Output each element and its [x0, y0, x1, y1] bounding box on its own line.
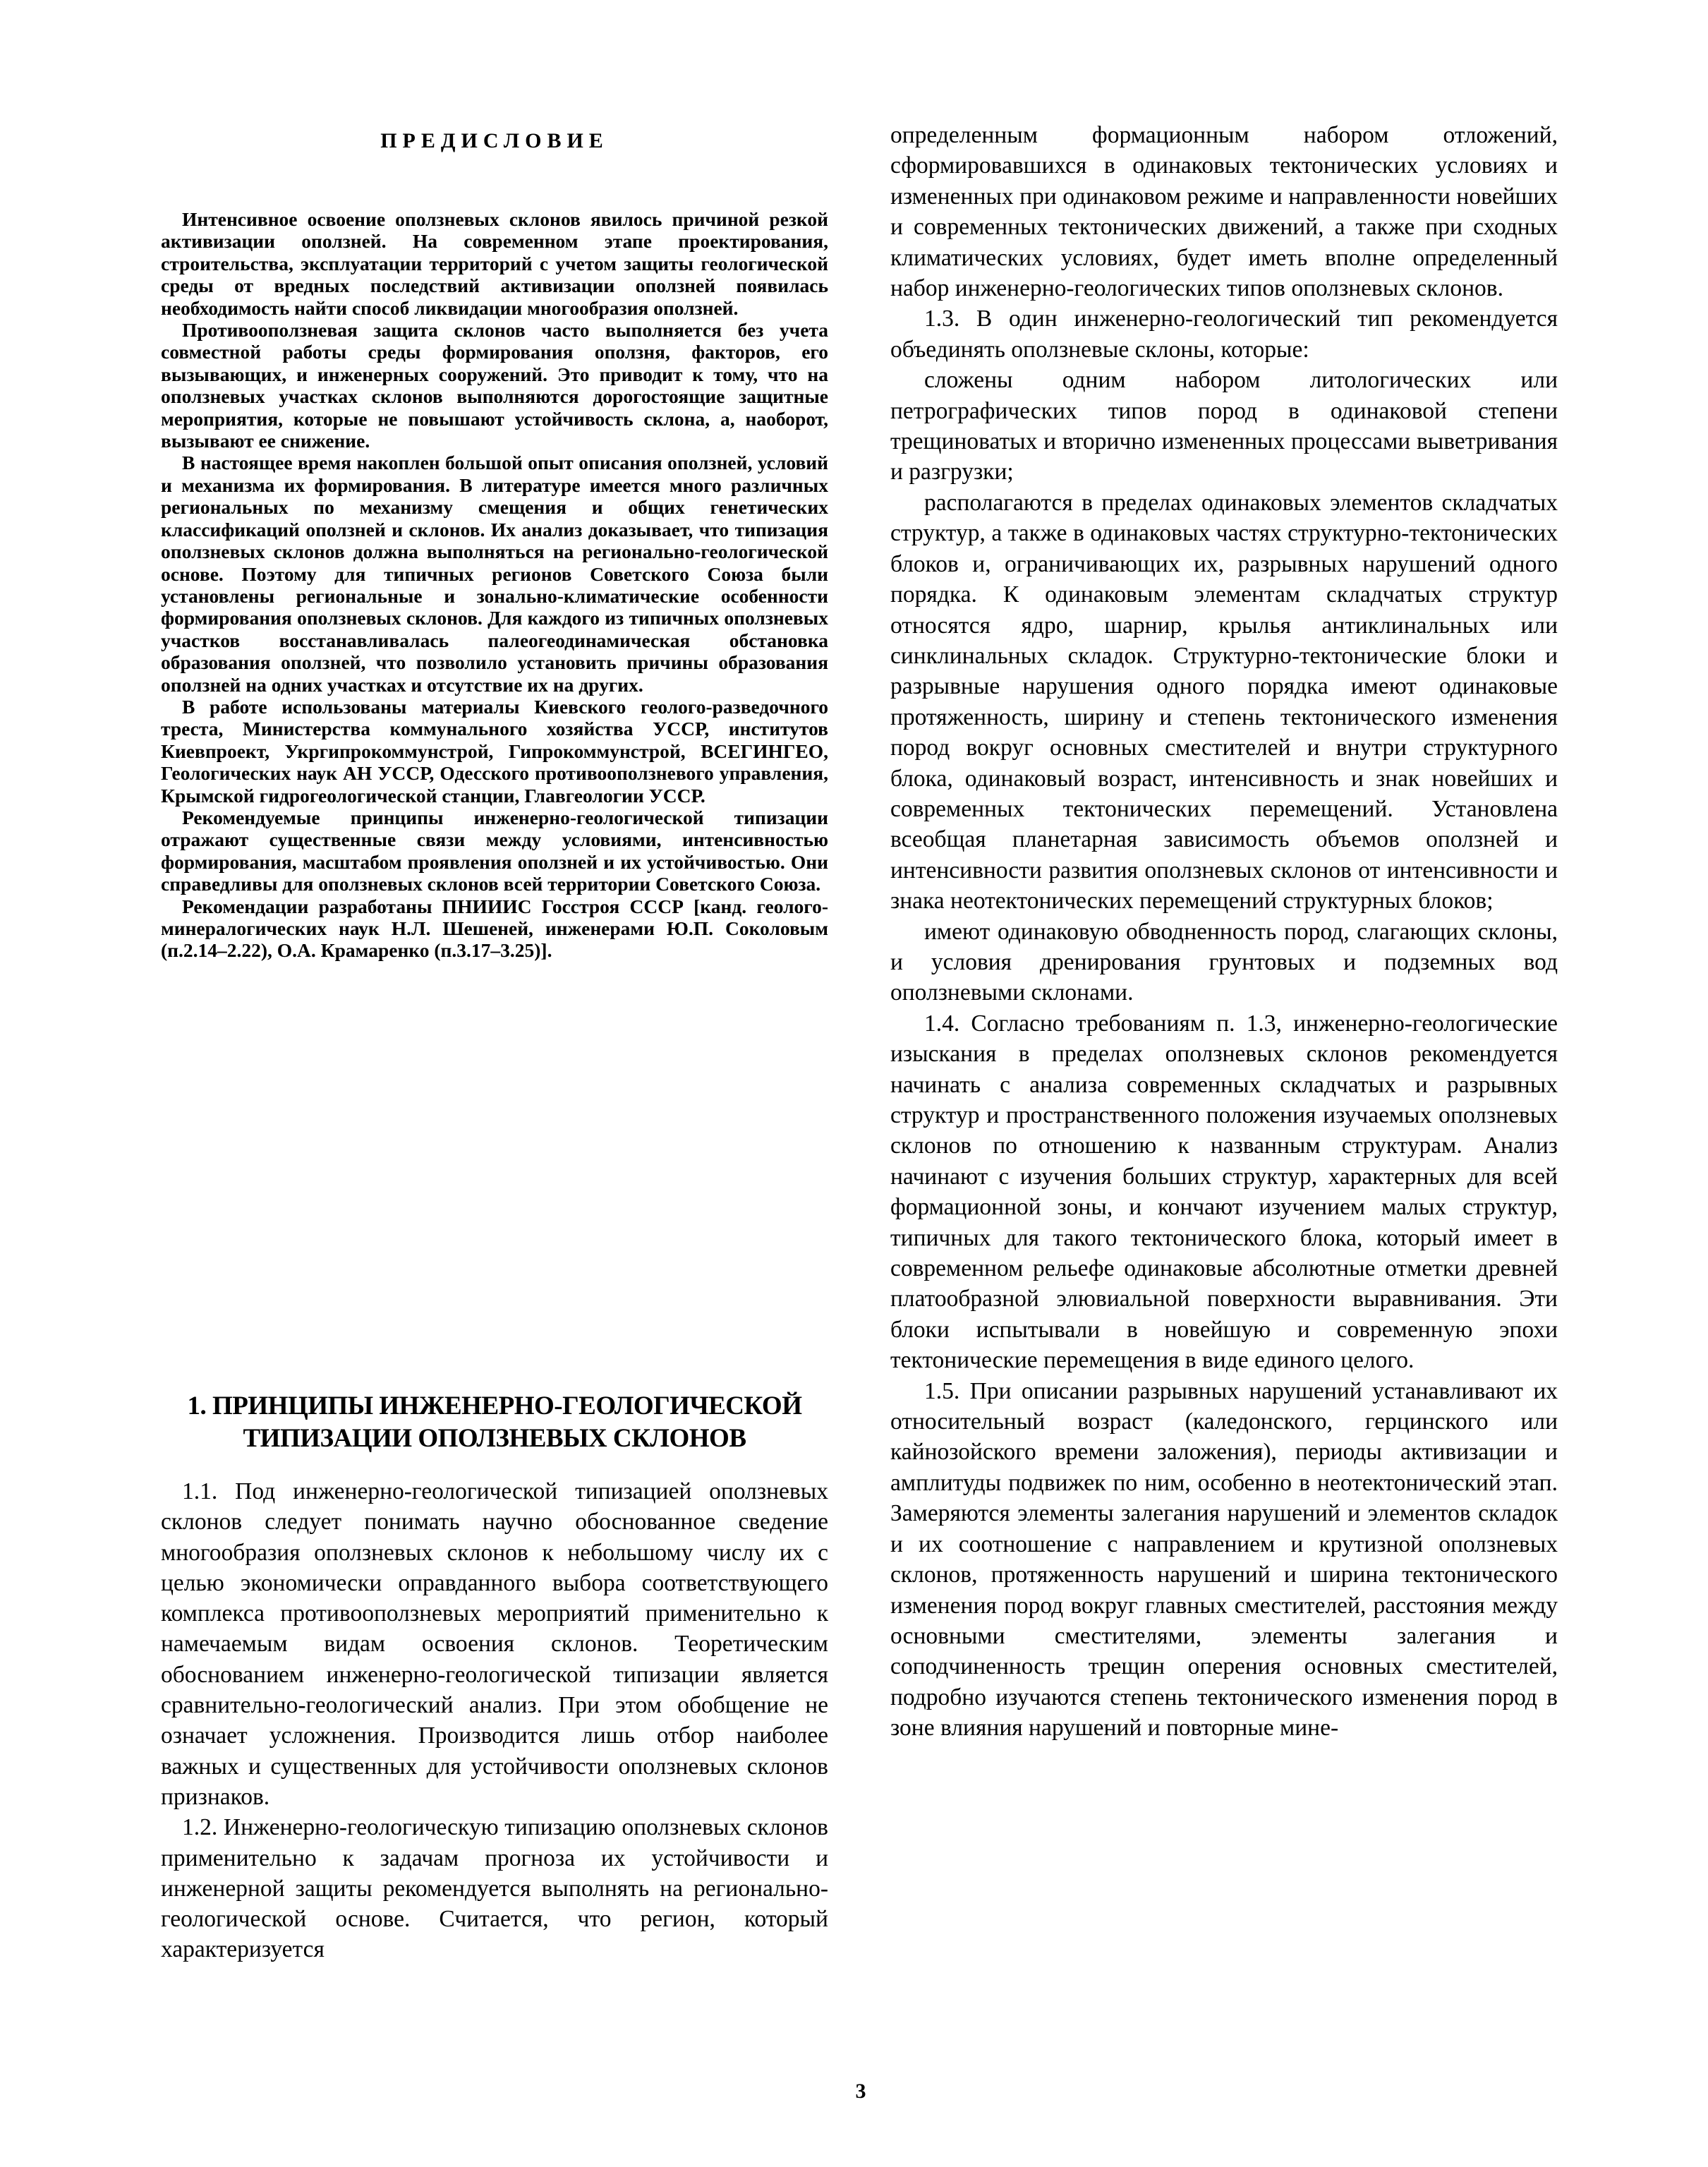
preface-paragraph: В работе использованы материалы Киевского геолого-разведочного треста, Министерства коммунального хозяйства УССР, институтов Киевпроект, Укргипрокоммунстрой, Гипрокоммунстрой, ВСЕГИНГЕО, Геологических наук АН УССР, Одесского противооползневого управления, Крымской гидрогеологической станции, Главгеологии УССР. [161, 695, 828, 807]
preface-paragraph: В настоящее время накоплен большой опыт описания оползней, условий и механизма их формирования. В литературе имеется много различных региональных по механизму смещения и общих генетических классификаций оползней и склонов. Их анализ доказывает, что типизация оползневых склонов должна выполняться на регионально-геологической основе. Поэтому для типичных регионов Советского Союза были установлены региональные и зонально-климатические особенности формирования оползневых склонов. Для каждого из типичных оползневых участков восстанавливалась палеогеодинамическая обстановка образования оползней, что позволило установить причины образования оползней на одних участках и отсутствие их на других. [161, 452, 828, 696]
preface-body [161, 208, 828, 962]
body-paragraph: определенным формационным набором отложений, сформировавшихся в одинаковых тектонических условиях и измененных при одинаковом режиме и направленности новейших и современных тектонических движений, а также при сходных климатических условиях, будет иметь вполне определенный набор инженерно-геологических типов оползневых склонов. [890, 122, 1558, 302]
body-paragraph: 1.3. В один инженерно-геологический тип рекомендуется объединять оползневые склоны, которые: [890, 306, 1558, 363]
page-number: 3 [855, 2080, 866, 2103]
section-title [161, 1390, 828, 1455]
section-title-line: ТИПИЗАЦИИ ОПОЛЗНЕВЫХ СКЛОНОВ [243, 1424, 746, 1453]
body-paragraph: 1.4. Согласно требованиям п. 1.3, инженерно-геологические изыскания в пределах оползневых склонов рекомендуется начинать с анализа современных складчатых и разрывных структур и пространственного положения изучаемых оползневых склонов по отношению к названным структурам. Анализ начинают с изучения больших структур, характерных для всей формационной зоны, и кончают изучением малых структур, типичных для такого тектонического блока, который имеет в современном рельефе одинаковые абсолютные отметки древней платообразной элювиальной поверхности выравнивания. Эти блоки испытывали в новейшую и современную эпохи тектонические перемещения в виде единого целого. [890, 1010, 1558, 1374]
right-column-body [890, 120, 1558, 1744]
left-column-body [161, 1476, 828, 1965]
body-paragraph: 1.5. При описании разрывных нарушений устанавливают их относительный возраст (каледонского, герцинского или кайнозойского времени заложения), периоды активизации и амплитуды подвижек по ним, особенно в неотектонический этап. Замеряются элементы залегания нарушений и элементов складок и их соотношение с направлением и крутизной оползневых склонов, протяженность нарушений и ширина тектонического изменения пород вокруг главных сместителей, расстояния между основными сместителями, элементы залегания и соподчиненность трещин оперения основных сместителей, подробно изучаются степень тектонического изменения пород в зоне влияния нарушений и повторные мине- [890, 1377, 1558, 1742]
preface-paragraph: Рекомендации разработаны ПНИИИС Госстроя СССР [канд. геолого-минералогических наук Н.Л. Шешеней, инженерами Ю.П. Соколовым (п.2.14–2.22), О.А. Крамаренко (п.3.17–3.25)]. [161, 895, 828, 962]
body-paragraph: 1.1. Под инженерно-геологической типизацией оползневых склонов следует понимать научно обоснованное сведение многообразия оползневых склонов к небольшому числу их с целью экономически оправданного выбора соответствующего комплекса противооползневых мероприятий применительно к намечаемым видам освоения склонов. Теоретическим обоснованием инженерно-геологической типизации является сравнительно-геологический анализ. При этом обобщение не означает усложнения. Производится лишь отбор наиболее важных и существенных для устойчивости оползневых склонов признаков. [161, 1478, 828, 1810]
body-paragraph: 1.2. Инженерно-геологическую типизацию оползневых склонов применительно к задачам прогноза их устойчивости и инженерной защиты рекомендуется выполнять на регионально-геологической основе. Считается, что регион, который характеризуется [161, 1814, 828, 1963]
section-title-line: 1. ПРИНЦИПЫ ИНЖЕНЕРНО-ГЕОЛОГИЧЕСКОЙ [187, 1392, 802, 1420]
list-item: имеют одинаковую обводненность пород, слагающих склоны, и условия дренирования грунтовых и подземных вод оползневыми склонами. [890, 918, 1558, 1006]
preface-paragraph: Рекомендуемые принципы инженерно-геологической типизации отражают существенные связи между условиями, интенсивностью формирования, масштабом проявления оползней и их устойчивостью. Они справедливы для оползневых склонов всей территории Советского Союза. [161, 806, 828, 895]
list-item: сложены одним набором литологических или петрографических типов пород в одинаковой степени трещиноватых и вторично измененных процессами выветривания и разгрузки; [890, 367, 1558, 485]
list-item: располагаются в пределах одинаковых элементов складчатых структур, а также в одинаковых частях структурно-тектонических блоков и, ограничивающих их, разрывных нарушений одного порядка. К одинаковым элементам складчатых структур относятся ядро, шарнир, крылья антиклинальных или синклинальных складок. Структурно-тектонические блоки и разрывные нарушения одного порядка имеют одинаковые протяженность, ширину и степень тектонического изменения пород вокруг основных сместителей и внутри структурного блока, одинаковый возраст, интенсивность и знак новейших и современных тектонических перемещений. Установлена всеобщая планетарная зависимость объемов оползней и интенсивности развития оползневых склонов от интенсивности и знака неотектонических перемещений структурных блоков; [890, 489, 1558, 915]
preface-paragraph: Противооползневая защита склонов часто выполняется без учета совместной работы среды формирования оползня, факторов, его вызывающих, и инженерных сооружений. Это приводит к тому, что на оползневых участках склонов выполняются дорогостоящие защитные мероприятия, которые не повышают устойчивость склона, а, наоборот, вызывают ее снижение. [161, 319, 828, 452]
preface-title: ПРЕДИСЛОВИЕ [380, 129, 609, 152]
preface-paragraph: Интенсивное освоение оползневых склонов явилось причиной резкой активизации оползней. На современном этапе проектирования, строительства, эксплуатации территорий с учетом защиты геологической среды от вредных последствий активизации оползней появилась необходимость найти способ ликвидации многообразия оползней. [161, 208, 828, 319]
